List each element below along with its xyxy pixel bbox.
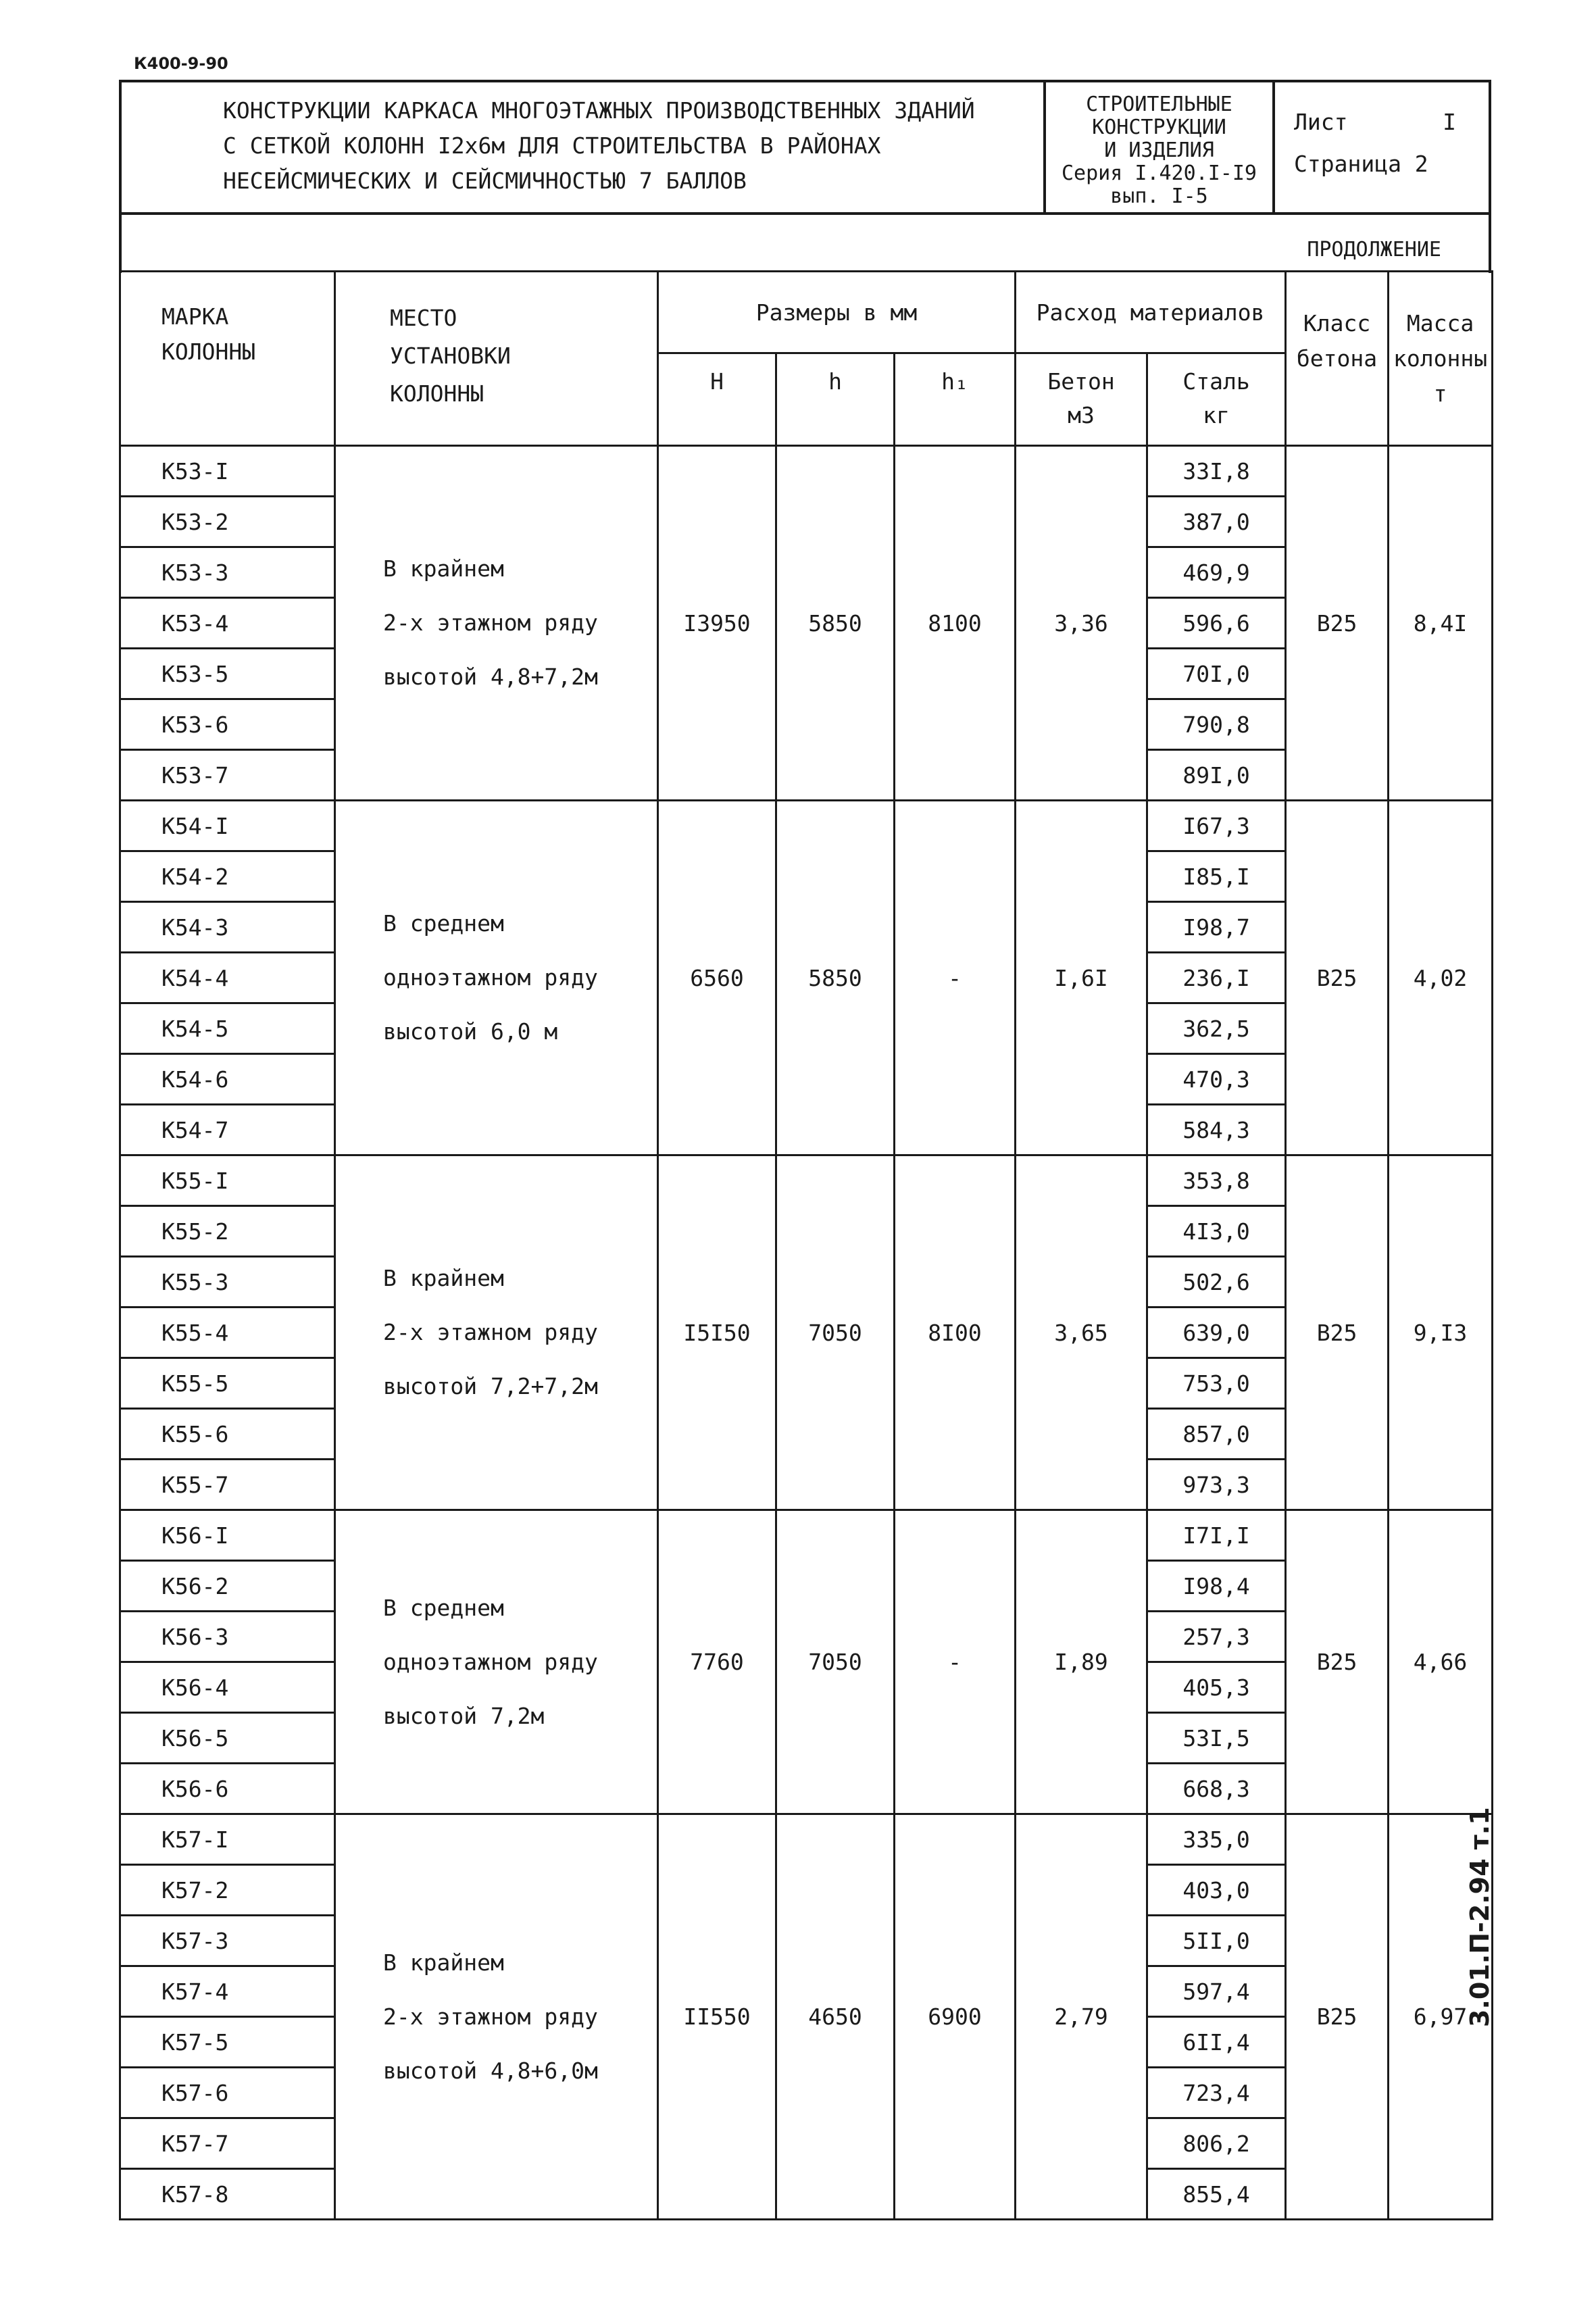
steel-mass: 584,3	[1147, 1105, 1286, 1155]
installation-place	[335, 1155, 658, 1510]
steel-mass: 70I,0	[1147, 649, 1286, 699]
series-block	[1046, 93, 1272, 208]
header-h: h	[776, 353, 895, 446]
place-line: В крайнем	[383, 1949, 504, 1976]
size-H: I3950	[658, 446, 776, 801]
steel-mass: 469,9	[1147, 547, 1286, 598]
size-H: II550	[658, 1814, 776, 2220]
place-line: В крайнем	[383, 555, 504, 582]
size-h1: 8I00	[895, 1155, 1016, 1510]
steel-mass: 790,8	[1147, 699, 1286, 750]
concrete-volume: 3,65	[1016, 1155, 1147, 1510]
continuation-band	[119, 215, 1491, 273]
column-mark: К54-2	[120, 851, 335, 902]
header-sizes: Размеры в мм	[658, 272, 1016, 353]
column-mark: К55-4	[120, 1308, 335, 1358]
column-mass: 9,I3	[1389, 1155, 1493, 1510]
title-line: КОНСТРУКЦИИ КАРКАСА МНОГОЭТАЖНЫХ ПРОИЗВОДСТВЕННЫХ ЗДАНИЙ	[223, 97, 975, 124]
table-row	[120, 801, 1493, 851]
document-title	[223, 93, 1135, 199]
column-mark: К56-4	[120, 1662, 335, 1713]
table-row	[120, 1155, 1493, 1206]
place-line: высотой 7,2+7,2м	[383, 1373, 598, 1399]
steel-mass: 236,I	[1147, 953, 1286, 1003]
size-h1: 6900	[895, 1814, 1016, 2220]
steel-mass: 639,0	[1147, 1308, 1286, 1358]
concrete-volume: 2,79	[1016, 1814, 1147, 2220]
header-mass: Масса колонны т	[1389, 272, 1493, 446]
size-h: 4650	[776, 1814, 895, 2220]
steel-mass: 596,6	[1147, 598, 1286, 649]
installation-place	[335, 801, 658, 1155]
steel-mass: 6II,4	[1147, 2017, 1286, 2068]
place-line: 2-х этажном ряду	[383, 2003, 598, 2030]
steel-mass: 4I3,0	[1147, 1206, 1286, 1257]
column-mark: К56-2	[120, 1561, 335, 1612]
columns-table	[119, 270, 1493, 2220]
steel-mass: 335,0	[1147, 1814, 1286, 1865]
sheet-label: Лист	[1294, 109, 1348, 135]
column-mark: К53-7	[120, 750, 335, 801]
column-mark: К55-7	[120, 1460, 335, 1510]
size-H: 6560	[658, 801, 776, 1155]
column-mark: К53-5	[120, 649, 335, 699]
place-line: высотой 6,0 м	[383, 1018, 558, 1045]
column-mass: 4,02	[1389, 801, 1493, 1155]
steel-mass: I98,4	[1147, 1561, 1286, 1612]
column-mark: К57-5	[120, 2017, 335, 2068]
steel-mass: 597,4	[1147, 1966, 1286, 2017]
steel-mass: 857,0	[1147, 1409, 1286, 1460]
table-row	[120, 1510, 1493, 1561]
table-row	[120, 446, 1493, 497]
column-mark: К53-6	[120, 699, 335, 750]
table-row	[120, 1814, 1493, 1865]
title-line: С СЕТКОЙ КОЛОНН I2х6м ДЛЯ СТРОИТЕЛЬСТВА В РАЙОНАХ	[223, 132, 881, 159]
page-label: Страница 2	[1294, 151, 1428, 177]
size-h: 5850	[776, 801, 895, 1155]
steel-mass: I85,I	[1147, 851, 1286, 902]
column-mark: К57-4	[120, 1966, 335, 2017]
place-line: высотой 4,8+7,2м	[383, 664, 598, 690]
series-line: Серия I.420.I-I9	[1062, 161, 1257, 185]
sheet-block	[1294, 101, 1483, 185]
column-mark: К53-I	[120, 446, 335, 497]
column-mark: К57-3	[120, 1916, 335, 1966]
column-mark: К53-4	[120, 598, 335, 649]
header-steel: Сталь кг	[1147, 353, 1286, 446]
size-h: 7050	[776, 1155, 895, 1510]
steel-mass: 89I,0	[1147, 750, 1286, 801]
column-mark: К55-3	[120, 1257, 335, 1308]
steel-mass: 973,3	[1147, 1460, 1286, 1510]
column-mark: К56-5	[120, 1713, 335, 1764]
table-body	[120, 446, 1493, 2220]
sheet-number: I	[1443, 109, 1456, 135]
steel-mass: I67,3	[1147, 801, 1286, 851]
concrete-volume: 3,36	[1016, 446, 1147, 801]
column-mark: К56-3	[120, 1612, 335, 1662]
concrete-class: B25	[1286, 1510, 1389, 1814]
concrete-class: B25	[1286, 1814, 1389, 2220]
column-mass: 4,66	[1389, 1510, 1493, 1814]
size-h1: 8100	[895, 446, 1016, 801]
place-line: В среднем	[383, 1594, 504, 1621]
size-h1: -	[895, 1510, 1016, 1814]
steel-mass: 502,6	[1147, 1257, 1286, 1308]
header-mark: МАРКА КОЛОННЫ	[120, 272, 335, 446]
header-H: H	[658, 353, 776, 446]
series-line: СТРОИТЕЛЬНЫЕ	[1086, 93, 1232, 116]
column-mark: К54-3	[120, 902, 335, 953]
column-mark: К55-6	[120, 1409, 335, 1460]
column-mark: К54-6	[120, 1054, 335, 1105]
column-mark: К54-I	[120, 801, 335, 851]
header-place: МЕСТО УСТАНОВКИ КОЛОННЫ	[335, 272, 658, 446]
column-mark: К55-I	[120, 1155, 335, 1206]
place-line: В среднем	[383, 910, 504, 937]
side-code: 3.01.П-2.94 т.1	[1465, 1807, 1495, 2027]
steel-mass: 257,3	[1147, 1612, 1286, 1662]
place-line: 2-х этажном ряду	[383, 609, 598, 636]
steel-mass: 387,0	[1147, 497, 1286, 547]
place-line: высотой 4,8+6,0м	[383, 2057, 598, 2084]
document-code: К400-9-90	[134, 54, 228, 73]
place-line: одноэтажном ряду	[383, 964, 598, 991]
column-mark: К57-I	[120, 1814, 335, 1865]
column-mark: К57-2	[120, 1865, 335, 1916]
column-mass: 8,4I	[1389, 446, 1493, 801]
steel-mass: 806,2	[1147, 2118, 1286, 2169]
column-mark: К57-6	[120, 2068, 335, 2118]
column-mark: К55-5	[120, 1358, 335, 1409]
steel-mass: 753,0	[1147, 1358, 1286, 1409]
column-mark: К56-I	[120, 1510, 335, 1561]
column-mark: К57-7	[120, 2118, 335, 2169]
place-line: одноэтажном ряду	[383, 1648, 598, 1675]
steel-mass: 668,3	[1147, 1764, 1286, 1814]
series-line: вып. I-5	[1110, 184, 1208, 208]
steel-mass: 53I,5	[1147, 1713, 1286, 1764]
steel-mass: 723,4	[1147, 2068, 1286, 2118]
size-h: 7050	[776, 1510, 895, 1814]
header-concrete: Бетон м3	[1016, 353, 1147, 446]
concrete-class: B25	[1286, 446, 1389, 801]
column-mark: К53-2	[120, 497, 335, 547]
column-mark: К55-2	[120, 1206, 335, 1257]
size-H: 7760	[658, 1510, 776, 1814]
column-mark: К57-8	[120, 2169, 335, 2220]
concrete-volume: I,89	[1016, 1510, 1147, 1814]
size-h1: -	[895, 801, 1016, 1155]
installation-place	[335, 1510, 658, 1814]
concrete-volume: I,6I	[1016, 801, 1147, 1155]
steel-mass: 405,3	[1147, 1662, 1286, 1713]
title-line: НЕСЕЙСМИЧЕСКИХ И СЕЙСМИЧНОСТЬЮ 7 БАЛЛОВ	[223, 168, 747, 194]
installation-place	[335, 1814, 658, 2220]
title-divider	[1272, 82, 1275, 212]
place-line: 2-х этажном ряду	[383, 1319, 598, 1345]
column-mark: К54-7	[120, 1105, 335, 1155]
steel-mass: 362,5	[1147, 1003, 1286, 1054]
column-mass: 6,97	[1389, 1814, 1493, 2220]
size-H: I5I50	[658, 1155, 776, 1510]
series-line: КОНСТРУКЦИИ	[1092, 116, 1226, 139]
header-h1: h₁	[895, 353, 1016, 446]
column-mark: К56-6	[120, 1764, 335, 1814]
steel-mass: 5II,0	[1147, 1916, 1286, 1966]
header-materials: Расход материалов	[1016, 272, 1286, 353]
title-block	[119, 80, 1491, 215]
installation-place	[335, 446, 658, 801]
series-line: И ИЗДЕЛИЯ	[1104, 139, 1214, 162]
concrete-class: B25	[1286, 1155, 1389, 1510]
concrete-class: B25	[1286, 801, 1389, 1155]
continuation-label: ПРОДОЛЖЕНИЕ	[1307, 238, 1441, 262]
place-line: В крайнем	[383, 1265, 504, 1291]
steel-mass: 403,0	[1147, 1865, 1286, 1916]
column-mark: К53-3	[120, 547, 335, 598]
steel-mass: 470,3	[1147, 1054, 1286, 1105]
column-mark: К54-5	[120, 1003, 335, 1054]
size-h: 5850	[776, 446, 895, 801]
steel-mass: 33I,8	[1147, 446, 1286, 497]
column-mark: К54-4	[120, 953, 335, 1003]
steel-mass: I7I,I	[1147, 1510, 1286, 1561]
steel-mass: 353,8	[1147, 1155, 1286, 1206]
header-class: Класс бетона	[1286, 272, 1389, 446]
place-line: высотой 7,2м	[383, 1702, 545, 1729]
steel-mass: 855,4	[1147, 2169, 1286, 2220]
steel-mass: I98,7	[1147, 902, 1286, 953]
